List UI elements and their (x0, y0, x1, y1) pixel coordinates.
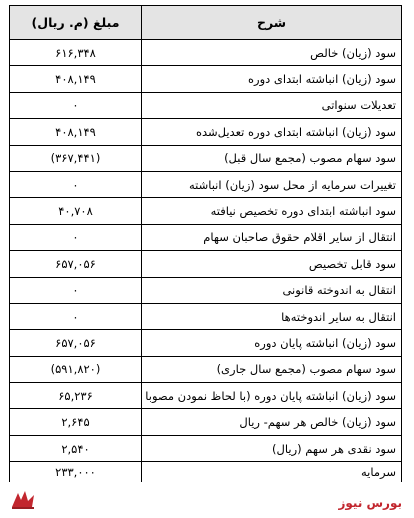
table-row (10, 145, 402, 171)
table-row (10, 409, 402, 435)
amount-cell: ۲۳۳,۰۰۰ (10, 462, 142, 483)
description-column-header: شرح (142, 6, 402, 40)
description-cell: انتقال از سایر اقلام حقوق صاحبان سهام (142, 224, 402, 250)
table-row (10, 92, 402, 118)
table-row (10, 171, 402, 197)
description-cell: سود سهام مصوب (مجمع سال جاری) (142, 356, 402, 382)
table-row (10, 198, 402, 224)
table-header-row (10, 6, 402, 40)
amount-cell: ۴۰,۷۰۸ (10, 198, 142, 224)
description-cell: سود (زیان) انباشته پایان دوره (با لحاظ نمودن مصوبا (142, 383, 402, 409)
table-row (10, 435, 402, 461)
description-cell: سود قابل تخصیص (142, 251, 402, 277)
watermark-text: بورس نیوز (338, 496, 402, 510)
amount-cell: ۰ (10, 92, 142, 118)
brand-logo-icon (10, 487, 36, 511)
table-row (10, 303, 402, 329)
description-cell: سود نقدی هر سهم (ریال) (142, 435, 402, 461)
amount-cell: ۴۰۸,۱۴۹ (10, 119, 142, 145)
amount-cell: (۵۹۱,۸۲۰) (10, 356, 142, 382)
amount-cell: ۰ (10, 303, 142, 329)
table-row (10, 66, 402, 92)
amount-cell: ۲,۵۴۰ (10, 435, 142, 461)
table-row (10, 462, 402, 483)
amount-cell: ۰ (10, 277, 142, 303)
description-cell: سود سهام مصوب (مجمع سال قبل) (142, 145, 402, 171)
description-cell: سود (زیان) انباشته ابتدای دوره (142, 66, 402, 92)
table-row (10, 119, 402, 145)
table-row (10, 224, 402, 250)
amount-cell: (۳۶۷,۴۴۱) (10, 145, 142, 171)
description-cell: انتقال به سایر اندوخته‌ها (142, 303, 402, 329)
table-row (10, 251, 402, 277)
amount-cell: ۶۵۷,۰۵۶ (10, 251, 142, 277)
amount-cell: ۶۱۶,۳۴۸ (10, 40, 142, 66)
description-cell: تغییرات سرمایه از محل سود (زیان) انباشته (142, 171, 402, 197)
description-cell: سود (زیان) انباشته ابتدای دوره تعدیل‌شده (142, 119, 402, 145)
financial-table (9, 5, 402, 482)
table-row (10, 330, 402, 356)
description-cell: تعدیلات سنواتی (142, 92, 402, 118)
description-cell: سود (زیان) انباشته پایان دوره (142, 330, 402, 356)
table-row (10, 40, 402, 66)
amount-cell: ۶۵,۲۳۶ (10, 383, 142, 409)
amount-cell: ۰ (10, 224, 142, 250)
amount-cell: ۶۵۷,۰۵۶ (10, 330, 142, 356)
description-cell: انتقال به اندوخته قانونی (142, 277, 402, 303)
description-cell: سود انباشته ابتدای دوره تخصیص نیافته (142, 198, 402, 224)
table-row (10, 383, 402, 409)
description-cell: سود (زیان) خالص هر سهم- ریال (142, 409, 402, 435)
amount-cell: ۰ (10, 171, 142, 197)
table-row (10, 277, 402, 303)
amount-cell: ۴۰۸,۱۴۹ (10, 66, 142, 92)
amount-cell: ۲,۶۴۵ (10, 409, 142, 435)
description-cell: سود (زیان) خالص (142, 40, 402, 66)
table-row (10, 356, 402, 382)
description-cell: سرمایه (142, 462, 402, 483)
amount-column-header: مبلغ (م. ریال) (10, 6, 142, 40)
